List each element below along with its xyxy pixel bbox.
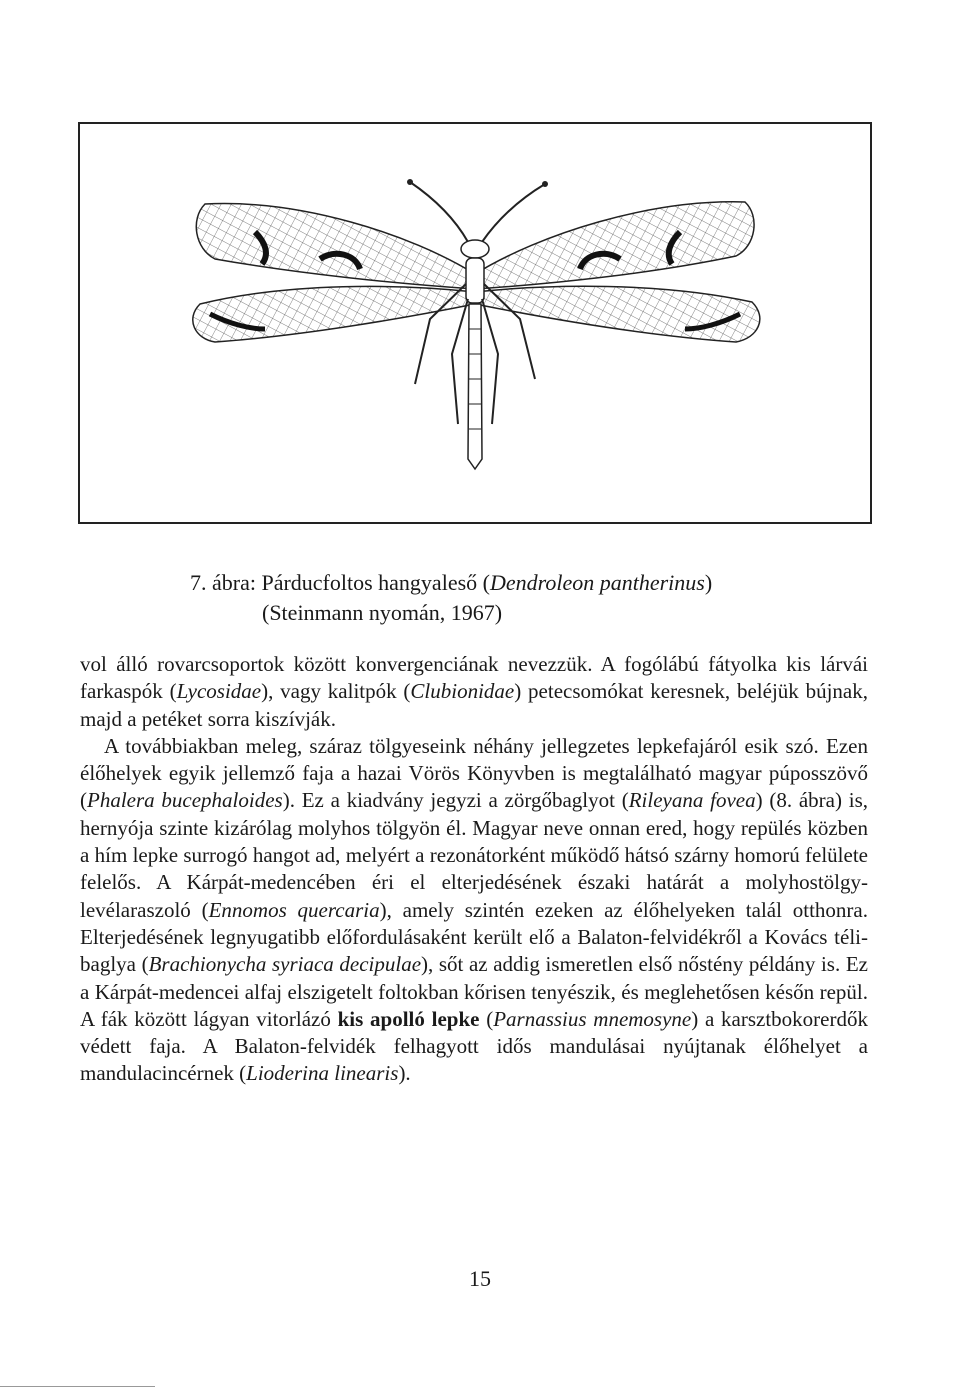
footer-rule <box>0 1386 155 1387</box>
bold-term: kis apolló lepke <box>337 1006 480 1031</box>
text-run: vol álló rovarcsoportok között konvergenciának nevezzük. A fogólábú fátyolka kis lárvái farkaspók ( <box>80 652 868 704</box>
text-run: ) a karsztbokorerdők védett faja. A Balaton-felvidék felhagyott idős mandulásai nyújtanak élőhelyet a mandulacincérnek ( <box>80 1006 868 1086</box>
text-run: ), vagy kalitpók ( <box>261 679 411 704</box>
species-name: Parnassius mnemosyne <box>493 1006 692 1031</box>
species-name: Lycosidae <box>176 679 262 704</box>
caption-prefix: 7. ábra: Párducfoltos hangyaleső ( <box>190 570 490 595</box>
text-run: ). Ez a kiadvány jegyzi a zörgőbaglyot ( <box>282 788 629 813</box>
paragraph-1 <box>80 651 868 733</box>
figure-caption <box>190 568 712 628</box>
text-run: ), amely szintén ezeken az élőhelyeken talál otthonra. Elterjedésének legnyugatibb előfordulásaként került elő a Balaton-felvidékről a Kovács téli-baglya ( <box>80 897 868 977</box>
species-name: Phalera bucephaloides <box>87 788 283 813</box>
species-name: Lioderina linearis <box>246 1061 399 1086</box>
species-name: Clubionidae <box>410 679 515 704</box>
page-number: 15 <box>469 1266 491 1291</box>
text-run: ). <box>398 1061 411 1086</box>
paragraph-2 <box>80 733 868 1088</box>
species-name: Brachionycha syriaca decipulae <box>148 952 422 977</box>
text-run: ) petecsomókat keresnek, beléjük bújnak, majd a petéket sorra kiszívják. <box>80 679 868 731</box>
caption-source: (Steinmann nyomán, 1967) <box>262 600 503 625</box>
caption-suffix: ) <box>704 570 713 595</box>
text-run: ( <box>479 1006 494 1031</box>
text-run: A továbbiakban meleg, száraz tölgyeseink néhány jellegzetes lepkefajáról esik szó. Ezen élőhelyek egyik jellemző faja a hazai Vörös Könyvben is megtalálható magyar púposszövő ( <box>80 733 868 813</box>
species-name: Ennomos quercaria <box>208 897 380 922</box>
caption-species: Dendroleon pantherinus <box>489 570 705 595</box>
species-name: Rileyana fovea <box>628 788 756 813</box>
antlion-illustration-icon <box>80 124 870 522</box>
text-run: ) (8. ábra) is, hernyója szinte kizárólag molyhos tölgyön él. Magyar neve onnan ered, hogy repülés közben a hím lepke surrogó hangot ad, melyért a rezonátorként működő hátsó szárny homorú felülete felelős. A Kárpát-medencében éri el elterjedésének északi határát a molyhostölgy-levélaraszoló ( <box>80 788 868 922</box>
caption-line <box>190 568 712 598</box>
figure-frame <box>78 122 872 524</box>
body-text <box>80 651 868 1088</box>
text-run: ), sőt az addig ismeretlen első nőstény példány is. Ez a Kárpát-medencei alfaj elszigetelt foltokban kőrisen tenyészik, és meglehetősen későn repül. A fák között lágyan vitorlázó <box>80 952 868 1031</box>
